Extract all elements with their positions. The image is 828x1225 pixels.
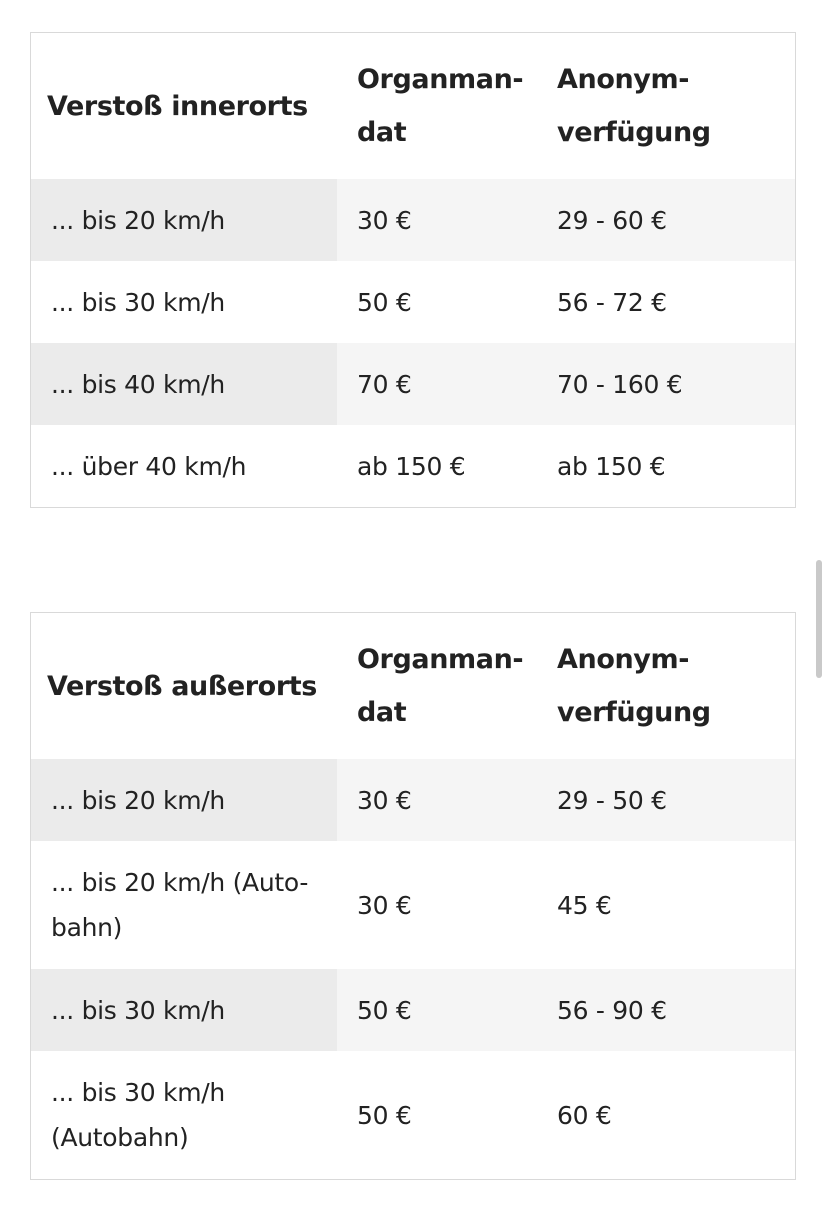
- organmandat-cell: 70 €: [337, 343, 537, 425]
- header-organmandat: Organman- dat: [357, 644, 524, 728]
- header-organmandat: Organman- dat: [357, 64, 524, 148]
- table-row: [31, 425, 795, 507]
- table-row: [31, 179, 795, 261]
- header-violation: Verstoß außerorts: [47, 670, 317, 702]
- violation-cell: ... über 40 km/h: [51, 451, 247, 481]
- organmandat-cell: 30 €: [337, 179, 537, 261]
- anonymverfuegung-cell: 45 €: [557, 890, 612, 920]
- organmandat-cell: 50 €: [357, 287, 412, 317]
- table-header-row: [31, 613, 795, 759]
- violation-cell: ... bis 40 km/h: [31, 343, 337, 425]
- anonymverfuegung-cell: 56 - 90 €: [537, 969, 795, 1051]
- table-row: [31, 841, 795, 969]
- header-anonymverfuegung: Anonym- verfügung: [557, 644, 711, 728]
- anonymverfuegung-cell: 29 - 60 €: [537, 179, 795, 261]
- violation-cell: ... bis 20 km/h: [31, 179, 337, 261]
- anonymverfuegung-cell: 56 - 72 €: [557, 287, 667, 317]
- anonymverfuegung-cell: ab 150 €: [557, 451, 666, 481]
- scrollbar[interactable]: [816, 560, 822, 678]
- fines-table-innerorts: [30, 32, 796, 508]
- organmandat-cell: ab 150 €: [357, 451, 466, 481]
- violation-cell: ... bis 30 km/h: [31, 969, 337, 1051]
- table-row: [31, 759, 795, 841]
- organmandat-cell: 50 €: [337, 969, 537, 1051]
- anonymverfuegung-cell: 29 - 50 €: [537, 759, 795, 841]
- organmandat-cell: 30 €: [337, 759, 537, 841]
- violation-cell: ... bis 20 km/h (Auto- bahn): [51, 868, 309, 942]
- violation-cell: ... bis 30 km/h: [51, 287, 225, 317]
- violation-cell: ... bis 30 km/h (Autobahn): [51, 1078, 225, 1152]
- fines-table-ausserorts: [30, 612, 796, 1180]
- table-row: [31, 1051, 795, 1179]
- table-row: [31, 261, 795, 343]
- table-header-row: [31, 33, 795, 179]
- violation-cell: ... bis 20 km/h: [31, 759, 337, 841]
- anonymverfuegung-cell: 70 - 160 €: [537, 343, 795, 425]
- organmandat-cell: 30 €: [357, 890, 412, 920]
- header-anonymverfuegung: Anonym- verfügung: [557, 64, 711, 148]
- header-violation: Verstoß innerorts: [47, 90, 308, 122]
- table-row: [31, 969, 795, 1051]
- anonymverfuegung-cell: 60 €: [557, 1100, 612, 1130]
- table-row: [31, 343, 795, 425]
- organmandat-cell: 50 €: [357, 1100, 412, 1130]
